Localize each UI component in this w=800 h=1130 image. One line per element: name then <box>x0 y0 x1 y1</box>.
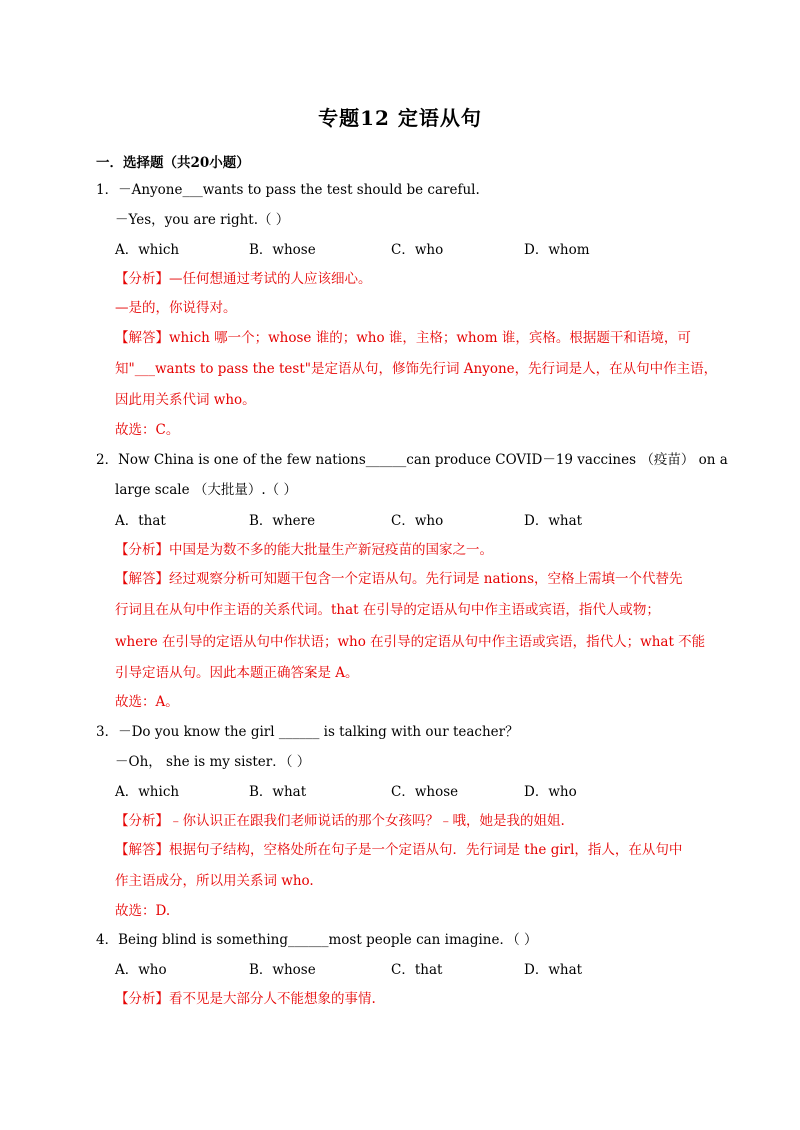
page-title: 专题12 定语从句 <box>318 106 482 130</box>
question-2-stem-line-2: large scale （大批量）.（ ） <box>115 482 297 498</box>
q4-option-a: A．who <box>115 962 167 978</box>
q1-option-b: B．whose <box>249 242 316 258</box>
q2-option-d: D．what <box>524 513 583 529</box>
q3-option-b: B．what <box>249 784 307 800</box>
q3-answer-line-2: 作主语成分，所以用关系词 who. <box>115 873 314 889</box>
q3-option-d: D．who <box>524 784 577 800</box>
question-1-reply: －Yes，you are right.（ ） <box>115 212 290 228</box>
question-4-stem: 4．Being blind is something______most people can imagine．（ ） <box>96 932 538 948</box>
q1-answer-line-2: 知"___wants to pass the test"是定语从句，修饰先行词 Anyone，先行词是人，在从句中作主语， <box>115 361 718 377</box>
q3-option-c: C．whose <box>391 784 459 800</box>
question-3-stem: 3．－Do you know the girl ______ is talking with our teacher？ <box>96 724 519 740</box>
q4-option-c: C．that <box>391 962 443 978</box>
q1-final-answer: 故选：C。 <box>115 422 180 438</box>
q2-answer-line-3: where 在引导的定语从句中作状语；who 在引导的定语从句中作主语或宾语，指代人；what 不能 <box>115 634 706 650</box>
q2-option-c: C．who <box>391 513 444 529</box>
q1-option-c: C．who <box>391 242 444 258</box>
q2-answer-line-4: 引导定语从句。因此本题正确答案是 A。 <box>115 665 359 681</box>
q3-analysis-line-1: 【分析】﹣你认识正在跟我们老师说话的那个女孩吗？﹣哦，她是我的姐姐. <box>115 813 565 829</box>
q1-analysis-line-2: —是的，你说得对。 <box>115 300 237 316</box>
question-3-reply: －Oh， she is my sister．（ ） <box>115 754 311 770</box>
section-heading: 一．选择题（共20小题） <box>96 155 250 171</box>
q3-option-a: A．which <box>115 784 180 800</box>
q2-option-b: B．where <box>249 513 316 529</box>
q3-final-answer: 故选：D. <box>115 903 171 919</box>
q2-final-answer: 故选：A。 <box>115 694 179 710</box>
q4-option-d: D．what <box>524 962 583 978</box>
q1-option-a: A．which <box>115 242 180 258</box>
question-1-stem: 1．－Anyone___wants to pass the test should be careful. <box>96 182 480 198</box>
q1-answer-line-1: 【解答】which 哪一个；whose 谁的；who 谁，主格；whom 谁，宾格。根据题干和语境，可 <box>115 330 691 346</box>
q2-analysis-line-1: 【分析】中国是为数不多的能大批量生产新冠疫苗的国家之一。 <box>115 542 493 558</box>
q2-answer-line-1: 【解答】经过观察分析可知题干包含一个定语从句。先行词是 nations，空格上需填一个代替先 <box>115 571 683 587</box>
q4-analysis-line-1: 【分析】看不见是大部分人不能想象的事情. <box>115 991 376 1007</box>
q2-answer-line-2: 行词且在从句中作主语的关系代词。that 在引导的定语从句中作主语或宾语，指代人或物； <box>115 602 660 618</box>
q1-answer-line-3: 因此用关系代词 who。 <box>115 392 256 408</box>
q4-option-b: B．whose <box>249 962 316 978</box>
q3-answer-line-1: 【解答】根据句子结构，空格处所在句子是一个定语从句．先行词是 the girl，指人，在从句中 <box>115 842 683 858</box>
q2-option-a: A．that <box>115 513 166 529</box>
q1-option-d: D．whom <box>524 242 590 258</box>
q1-analysis-line-1: 【分析】—任何想通过考试的人应该细心。 <box>115 271 372 287</box>
question-2-stem-line-1: 2．Now China is one of the few nations______can produce COVID－19 vaccines （疫苗） on a <box>96 452 728 468</box>
